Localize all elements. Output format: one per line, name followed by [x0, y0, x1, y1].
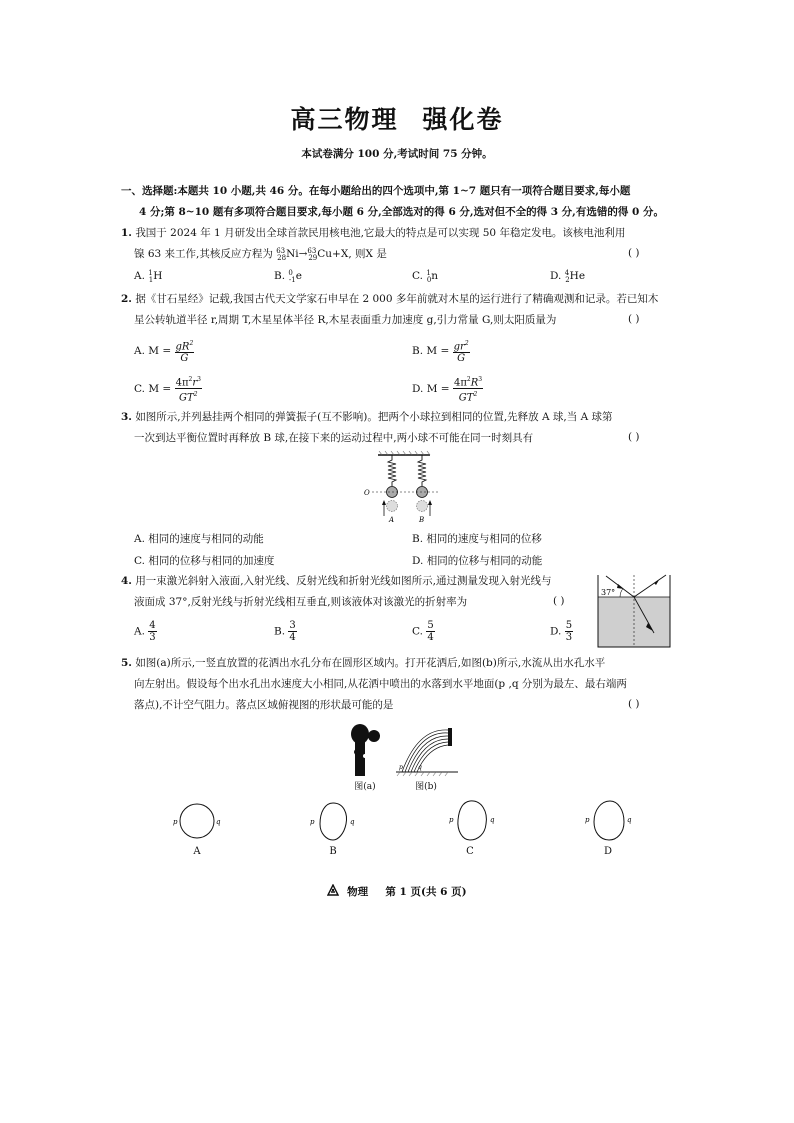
svg-text:q: q	[490, 816, 495, 824]
q4-option-b: B. $\frac{3}{4}$	[274, 620, 296, 643]
q1-option-a: A. $^1_1$H	[134, 269, 163, 284]
q4-line2: 液面成 37°,反射光线与折射光线相互垂直,则该液体对该激光的折射率为	[134, 596, 468, 608]
q5-figure-a-shower-icon	[345, 722, 385, 778]
q1-answer-paren: ( )	[628, 247, 640, 259]
publisher-logo-icon	[327, 884, 339, 896]
q2-line1	[121, 292, 658, 307]
exam-info: 本试卷满分 100 分,考试时间 75 分钟。	[301, 148, 493, 160]
q4-option-a: A. $\frac{4}{3}$	[134, 620, 156, 643]
q4-angle-label: 37°	[601, 588, 616, 597]
q4-option-c: C. $\frac{5}{4}$	[412, 620, 434, 643]
footer-subject: 物理	[347, 886, 369, 898]
q3-label-o: O	[364, 489, 370, 497]
q5-choice-a-label: A	[193, 846, 201, 857]
q3-option-b: B. 相同的速度与相同的位移	[412, 533, 542, 545]
q1-text2b: 则X 是	[355, 248, 387, 260]
svg-text:p: p	[585, 816, 590, 824]
q5-number: 5.	[121, 657, 132, 669]
q1-option-b: B. $^0_{-1}$e	[274, 269, 302, 284]
section-instructions-line1: 一、选择题:本题共 10 小题,共 46 分。在每小题给出的四个选项中,第 1~7 题只有一项符合题目要求,每小题	[121, 185, 631, 197]
q1-text1: 我国于 2024 年 1 月研发出全球首款民用核电池,它最大的特点是可以实现 50 年稳定发电。该核电池利用	[135, 227, 626, 239]
q4-text1: 用一束激光斜射入液面,入射光线、反射光线和折射光线如图所示,通过测量发现入射光线与	[135, 575, 552, 587]
q5-figure-b-water-arcs	[396, 722, 458, 778]
q5-choice-b-shape	[308, 800, 358, 844]
svg-text:q: q	[216, 818, 221, 826]
q4-number: 4.	[121, 575, 132, 587]
q5-answer-paren: ( )	[628, 698, 640, 710]
q2-line2: 星公转轨道半径 r,周期 T,木星星体半径 R,木星表面重力加速度 g,引力常量 G,则太阳质量为	[134, 314, 557, 326]
q5-choice-d-shape	[584, 798, 634, 844]
q3-spring-figure	[360, 450, 440, 526]
q2-answer-paren: ( )	[628, 313, 640, 325]
page-footer	[0, 884, 794, 899]
q4-answer-paren: ( )	[553, 595, 565, 607]
q1-line2	[134, 247, 387, 263]
q3-number: 3.	[121, 411, 132, 423]
q4-option-d: D. $\frac{5}{3}$	[550, 620, 573, 643]
q3-option-d: D. 相同的位移与相同的动能	[412, 555, 543, 567]
q5-text1: 如图(a)所示,一竖直放置的花洒出水孔分布在圆形区域内。打开花洒后,如图(b)所示,水流从出水孔水平	[135, 657, 606, 669]
q1-text2a: 镍 63 来工作,其核反应方程为	[134, 248, 273, 260]
q1-option-d: D. $^4_2$He	[550, 269, 586, 284]
q1-reaction-equation: $^{63}_{28}$Ni→$^{63}_{29}$Cu+X,	[276, 247, 352, 262]
q3-label-a: A	[389, 516, 395, 524]
q5-choice-b-label: B	[329, 846, 337, 857]
q5-line1	[121, 656, 605, 671]
q5-fig-b-p: p	[399, 764, 403, 771]
q2-number: 2.	[121, 293, 132, 305]
section-instructions-line2: 4 分;第 8~10 题有多项符合题目要求,每小题 6 分,全部选对的得 6 分,选对但不全的得 3 分,有选错的得 0 分。	[139, 206, 664, 218]
svg-text:p: p	[173, 818, 178, 826]
svg-text:p: p	[310, 818, 315, 826]
q3-answer-paren: ( )	[628, 431, 640, 443]
q1-number: 1.	[121, 227, 132, 239]
q5-figure-b-label: 图(b)	[415, 782, 437, 792]
q1-line1	[121, 226, 625, 241]
q3-text1: 如图所示,并列悬挂两个相同的弹簧振子(互不影响)。把两个小球拉到相同的位置,先释放 A 球,当 A 球第	[135, 411, 613, 423]
q5-choice-a-shape	[172, 800, 222, 844]
q4-refraction-figure	[596, 573, 672, 649]
footer-page-number: 第 1 页(共 6 页)	[385, 886, 467, 898]
q3-line1	[121, 410, 613, 425]
q1-option-c: C. $^1_0$n	[412, 269, 439, 284]
q5-line2: 向左射出。假设每个出水孔出水速度大小相同,从花洒中喷出的水落到水平地面(p ,q 分别为最左、最右端两	[134, 678, 627, 690]
q5-fig-b-q: q	[418, 764, 422, 771]
q3-line2: 一次到达平衡位置时再释放 B 球,在接下来的运动过程中,两小球不可能在同一时刻具有	[134, 432, 534, 444]
q2-option-b: B. M = $\frac{gr^2}{G}$	[412, 340, 469, 365]
q5-choice-c-shape	[448, 798, 498, 844]
q5-line3: 落点),不计空气阻力。落点区域俯视图的形状最可能的是	[134, 699, 394, 711]
title-type: 强化卷	[422, 105, 504, 134]
q2-option-d: D. M = $\frac{4\pi^2R^3}{GT^2}$	[412, 376, 483, 404]
q2-option-c: C. M = $\frac{4\pi^2r^3}{GT^2}$	[134, 376, 201, 404]
q2-option-a: A. M = $\frac{gR^2}{G}$	[134, 340, 194, 365]
q5-figure-a-label: 图(a)	[354, 782, 376, 792]
svg-text:q: q	[350, 818, 355, 826]
q4-line1	[121, 574, 552, 589]
q5-choice-d-label: D	[603, 846, 613, 857]
q2-text1: 据《甘石星经》记载,我国古代天文学家石申早在 2 000 多年前就对木星的运行进行了精确观测和记录。若已知木	[135, 293, 659, 305]
page-title	[0, 100, 794, 136]
title-subject: 高三物理	[290, 105, 399, 134]
q5-choice-c-label: C	[466, 846, 474, 857]
q3-option-c: C. 相同的位移与相同的加速度	[134, 555, 275, 567]
q3-option-a: A. 相同的速度与相同的动能	[134, 533, 264, 545]
svg-text:q: q	[627, 816, 632, 824]
svg-text:p: p	[449, 816, 454, 824]
q3-label-b: B	[419, 516, 425, 524]
